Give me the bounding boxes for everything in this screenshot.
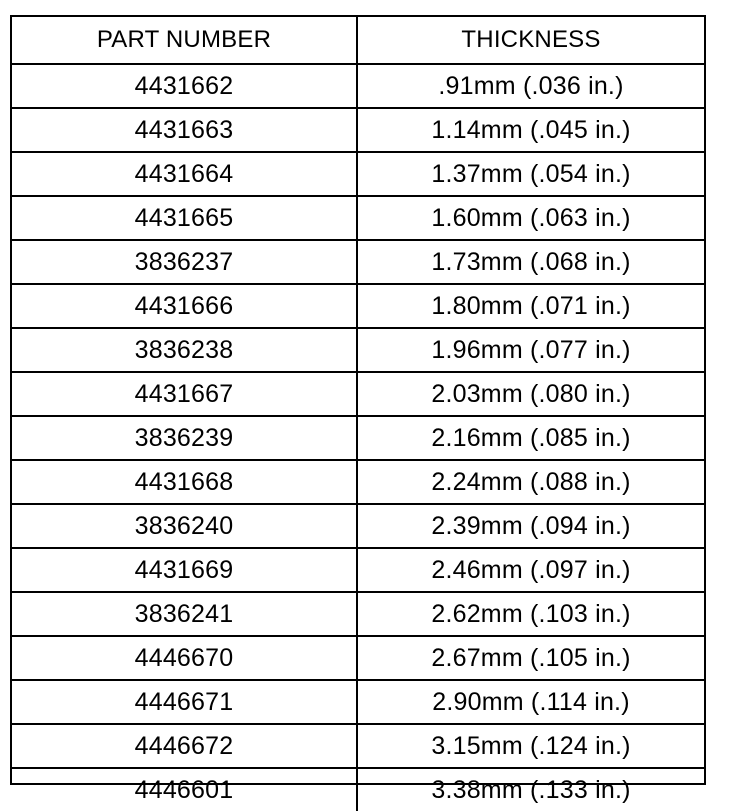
thickness-cell: 1.14mm (.045 in.) (357, 108, 704, 152)
thickness-cell: 2.67mm (.105 in.) (357, 636, 704, 680)
part-number-cell: 4431662 (12, 64, 357, 108)
header-part-number: PART NUMBER (12, 17, 357, 64)
part-number-cell: 4431667 (12, 372, 357, 416)
table-row (12, 64, 704, 108)
part-number-cell: 4431663 (12, 108, 357, 152)
part-number-cell: 4431665 (12, 196, 357, 240)
table-row (12, 196, 704, 240)
table-row (12, 108, 704, 152)
table-row (12, 284, 704, 328)
table-row (12, 636, 704, 680)
thickness-cell: 2.90mm (.114 in.) (357, 680, 704, 724)
thickness-cell: 2.46mm (.097 in.) (357, 548, 704, 592)
part-number-cell: 3836237 (12, 240, 357, 284)
table-row (12, 460, 704, 504)
table-row (12, 152, 704, 196)
thickness-cell: 3.15mm (.124 in.) (357, 724, 704, 768)
part-number-cell: 4446670 (12, 636, 357, 680)
part-number-cell: 3836238 (12, 328, 357, 372)
table-row (12, 328, 704, 372)
table-row (12, 372, 704, 416)
parts-thickness-table (12, 17, 704, 811)
part-number-cell: 4431669 (12, 548, 357, 592)
thickness-cell: 1.80mm (.071 in.) (357, 284, 704, 328)
thickness-cell: 2.16mm (.085 in.) (357, 416, 704, 460)
part-number-cell: 4446672 (12, 724, 357, 768)
table-row (12, 768, 704, 811)
thickness-cell: 2.24mm (.088 in.) (357, 460, 704, 504)
thickness-cell: 3.38mm (.133 in.) (357, 768, 704, 811)
table-row (12, 504, 704, 548)
table-row (12, 416, 704, 460)
table-body (12, 64, 704, 811)
parts-thickness-table-frame (10, 15, 706, 804)
part-number-cell: 3836239 (12, 416, 357, 460)
part-number-cell: 4431668 (12, 460, 357, 504)
part-number-cell: 4431664 (12, 152, 357, 196)
thickness-cell: 2.62mm (.103 in.) (357, 592, 704, 636)
part-number-cell: 4431666 (12, 284, 357, 328)
table-row (12, 680, 704, 724)
thickness-cell: 1.60mm (.063 in.) (357, 196, 704, 240)
thickness-cell: 1.96mm (.077 in.) (357, 328, 704, 372)
table-header-row (12, 17, 704, 64)
table-row (12, 548, 704, 592)
thickness-cell: 2.39mm (.094 in.) (357, 504, 704, 548)
header-thickness: THICKNESS (357, 17, 704, 64)
table-row (12, 724, 704, 768)
thickness-cell: 2.03mm (.080 in.) (357, 372, 704, 416)
part-number-cell: 4446671 (12, 680, 357, 724)
thickness-cell: 1.73mm (.068 in.) (357, 240, 704, 284)
table-row (12, 592, 704, 636)
part-number-cell: 3836241 (12, 592, 357, 636)
thickness-cell: 1.37mm (.054 in.) (357, 152, 704, 196)
part-number-cell: 4446601 (12, 768, 357, 811)
part-number-cell: 3836240 (12, 504, 357, 548)
table-row (12, 240, 704, 284)
thickness-cell: .91mm (.036 in.) (357, 64, 704, 108)
